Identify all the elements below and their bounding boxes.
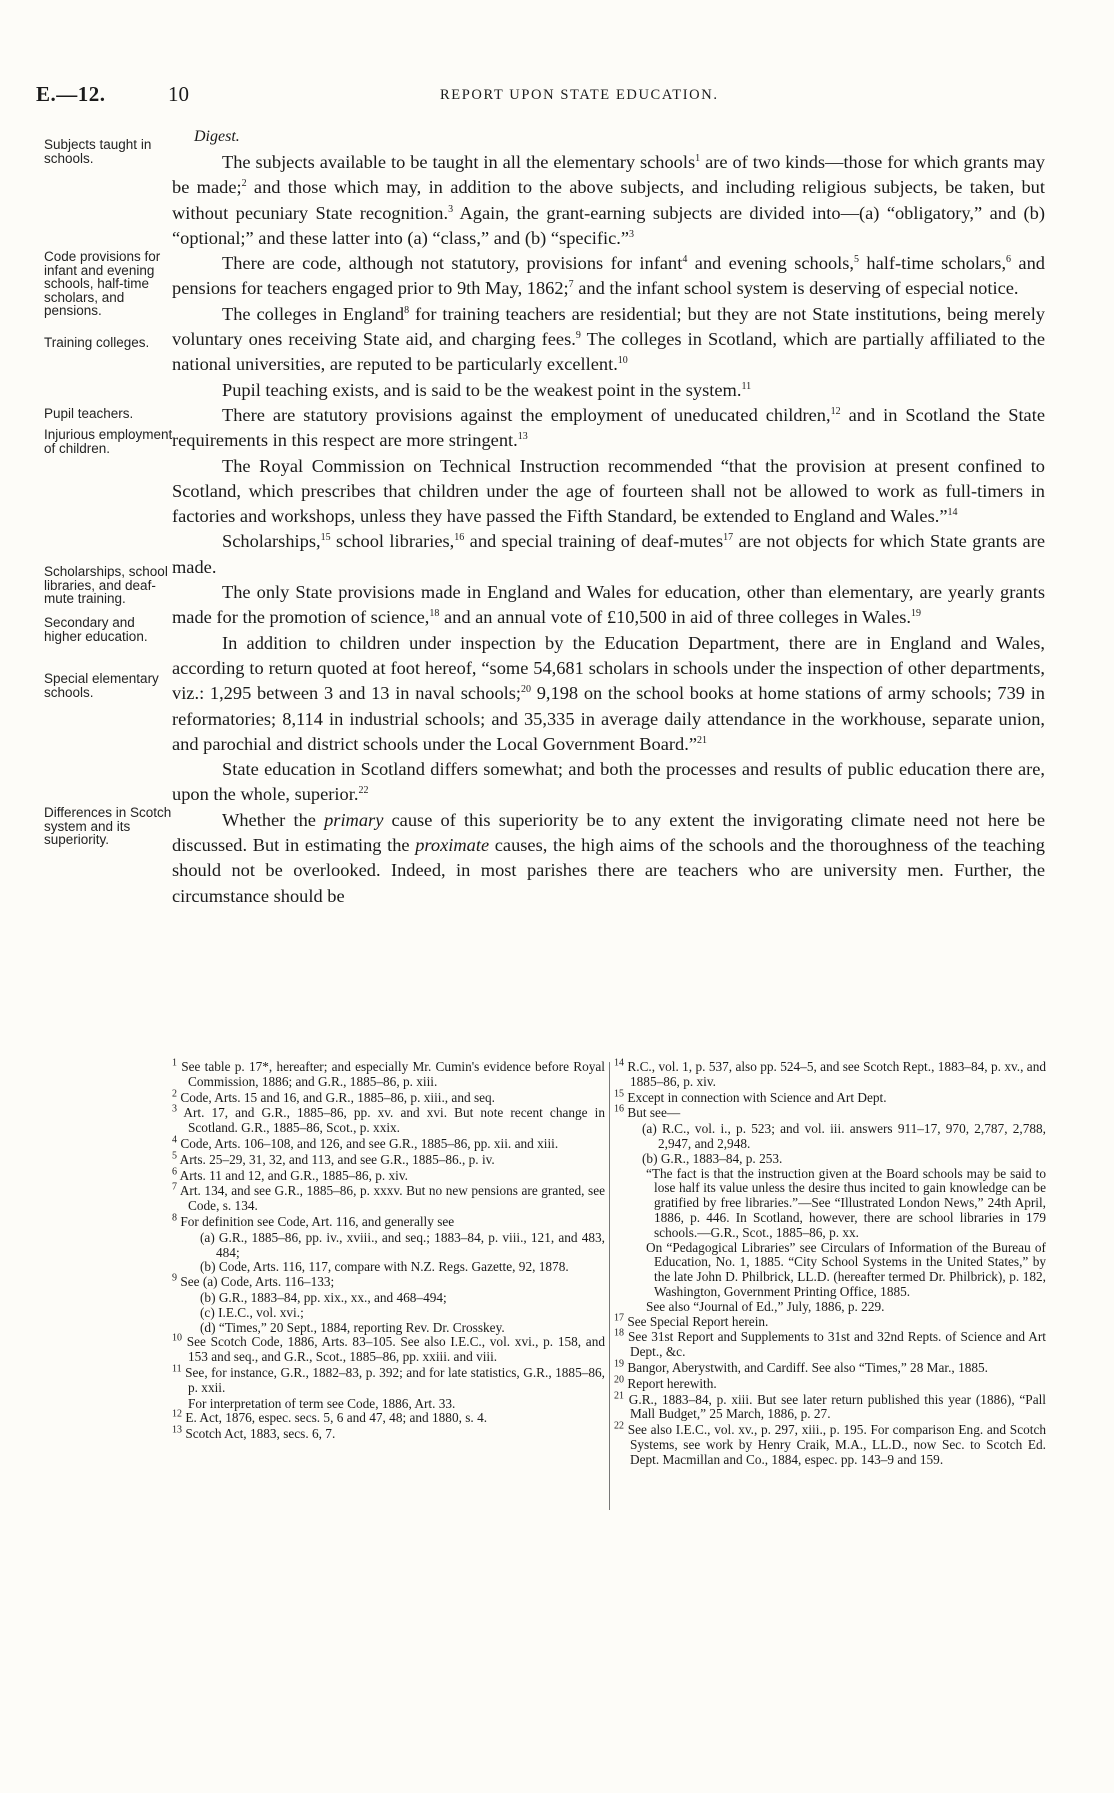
footnote: $^5$ Arts. 25–29, 31, 32, and 113, and see G.R., 1885–86., p. iv.	[172, 1150, 495, 1167]
footnote-sub-item: (c) I.E.C., vol. xvi.;	[200, 1304, 304, 1320]
footnote: $^{13}$ Scotch Act, 1883, secs. 6, 7.	[172, 1424, 336, 1442]
paragraph: The colleges in England$^8$ for training teachers are residential; but they are not State institutions, being merely voluntary ones receiving State aid, and charging fees.$^9$ The colleges in Scotland, which are partially affiliated to the national universities, are reputed to be particularly excellent.$^{10}$	[172, 303, 1045, 375]
margin-note-pupil-teachers: Pupil teachers.	[44, 406, 134, 421]
footnote: $^1$ See table p. 17*, hereafter; and especially Mr. Cumin's evidence before Royal Commission, 1886; and G.R., 1885–86, p. xiii.	[172, 1057, 606, 1089]
footnote-continuation: For interpretation of term see Code, 1886, Art. 33.	[188, 1395, 456, 1411]
footnotes-right-column	[614, 1057, 1046, 1469]
margin-note-subjects: Subjects taught in schools.	[44, 137, 152, 166]
footnote: $^{11}$ See, for instance, G.R., 1882–83, p. 392; and for late statistics, G.R., 1885–86, p. xxii.	[172, 1363, 605, 1395]
footnote-quote: See also “Journal of Ed.,” July, 1886, p. 229.	[646, 1298, 885, 1314]
footnote: $^{20}$ Report herewith.	[614, 1374, 717, 1391]
footnote: $^4$ Code, Arts. 106–108, and 126, and see G.R., 1885–86, pp. xii. and xiii.	[172, 1134, 559, 1151]
paragraph: In addition to children under inspection by the Education Department, there are in England and Wales, according to return quoted at foot hereof, “some 54,681 scholars in schools under the inspection of other departments, viz.: 1,295 between 3 and 13 in naval schools;$^{20}$ 9,198 on the school books at home stations of army schools; 739 in reformatories; 8,114 in industrial schools; and 35,335 in average daily attendance in the workhouse, separate union, and parochial and district schools under the Local Government Board.”$^{21}$	[172, 632, 1045, 754]
digest-label: Digest.	[194, 128, 240, 145]
paragraph: There are code, although not statutory, provisions for infant$^4$ and evening schools,$^5$ half-time scholars,$^6$ and pensions for teachers engaged prior to 9th May, 1862;$^7$ and the infant school system is deserving of especial notice.	[172, 253, 1045, 299]
footnote: $^{10}$ See Scotch Code, 1886, Arts. 83–105. See also I.E.C., vol. xvi., p. 158, and 153 and seq., and G.R., Scot., 1885–86, pp. xxiii. and viii.	[172, 1332, 605, 1365]
margin-note-secondary: Secondary and higher education.	[44, 615, 148, 644]
footnote: $^9$ See (a) Code, Arts. 116–133;	[172, 1272, 335, 1290]
footnote: $^{22}$ See also I.E.C., vol. xv., p. 297, xiii., p. 195. For comparison Eng. and Scotch Systems, see work by Henry Craik, M.A., LL.D., now Sec. to Scotch Ed. Dept. Macmillan and Co., 1884, espec. pp. 143–9 and 159.	[614, 1420, 1046, 1467]
margin-note-training: Training colleges.	[44, 335, 150, 350]
footnote: $^{14}$ R.C., vol. 1, p. 537, also pp. 524–5, and see Scotch Rept., 1883–84, p. xv., and 1885–86, p. xiv.	[614, 1057, 1046, 1089]
footnote: $^{19}$ Bangor, Aberystwith, and Cardiff. See also “Times,” 28 Mar., 1885.	[614, 1358, 988, 1375]
margin-note-employment: Injurious employment of children.	[44, 427, 173, 456]
footnote-column-divider	[609, 1062, 610, 1510]
footnote: $^7$ Art. 134, and see G.R., 1885–86, p. xxxv. But no new pensions are granted, see Code, s. 134.	[172, 1181, 605, 1214]
footnote: $^8$ For definition see Code, Art. 116, and generally see	[172, 1212, 455, 1229]
running-title: REPORT UPON STATE EDUCATION.	[440, 87, 719, 103]
footnote-sub-item: (b) G.R., 1883–84, p. 253.	[642, 1150, 783, 1166]
footnote-sub-item: (b) Code, Arts. 116, 117, compare with N.Z. Regs. Gazette, 92, 1878.	[200, 1259, 569, 1275]
margin-note-special: Special elementary schools.	[44, 671, 159, 700]
paragraph: There are statutory provisions against the employment of uneducated children,$^{12}$ and in Scotland the State requirements in this respect are more stringent.$^{13}$	[172, 404, 1045, 451]
footnote-sub-item: (a) R.C., vol. i., p. 523; and vol. iii. answers 911–17, 970, 2,787, 2,788, 2,947, and 2,948.	[642, 1121, 1046, 1151]
footnotes-left-column	[172, 1057, 606, 1443]
paragraph: The only State provisions made in England and Wales for education, other than elementary, are yearly grants made for the promotion of science,$^{18}$ and an annual vote of £10,500 in aid of three colleges in Wales.$^{19}$	[172, 582, 1045, 628]
footnote: $^2$ Code, Arts. 15 and 16, and G.R., 1885–86, p. xiii., and seq.	[172, 1088, 495, 1105]
footnote-quote: “The fact is that the instruction given at the Board schools may be said to lose half its value unless the desire thus incited to gain knowledge can be gratified by free libraries.”—See “Illustrated London News,” 24th April, 1886, p. 446. In Scotland, however, there are school libraries in 179 schools.—G.R., Scot., 1885–86, p. xx.	[646, 1165, 1046, 1240]
footnote: $^3$ Art. 17, and G.R., 1885–86, pp. xv. and xvi. But note recent change in Scotland. G.R., 1885–86, Scot., p. xxix.	[172, 1103, 605, 1136]
paragraph: The Royal Commission on Technical Instruction recommended “that the provision at present confined to Scotland, which prescribes that children under the age of fourteen shall not be allowed to work as full-timers in factories and workshops, unless they have passed the Fifth Standard, be extended to England and Wales.”$^{14}$	[172, 455, 1045, 527]
page-number: 10	[168, 82, 189, 106]
paragraph: Whether the primary cause of this superiority be to any extent the invigorating climate need not here be discussed. But in estimating the proximate causes, the high aims of the schools and the thoroughness of the teaching should not be overlooked. Indeed, in most parishes there are teachers who are university men. Further, the circumstance should be	[172, 809, 1045, 906]
footnote: $^{16}$ But see—	[614, 1103, 681, 1121]
paragraph: The subjects available to be taught in all the elementary schools$^1$ are of two kinds—those for which grants may be made;$^2$ and those which may, in addition to the above subjects, and including religious subjects, be taken, but without pecuniary State recognition.$^3$ Again, the grant-earning subjects are divided into—(a) “obligatory,” and (b) “optional;” and these latter into (a) “class,” and (b) “specific.”$^3$	[172, 152, 1045, 248]
footnote-sub-item: (a) G.R., 1885–86, pp. iv., xviii., and seq.; 1883–84, p. viii., 121, and 483, 484;	[200, 1229, 605, 1260]
paragraph: Scholarships,$^{15}$ school libraries,$^{16}$ and special training of deaf-mutes$^{17}$ are not objects for which State grants are made.	[172, 531, 1045, 577]
paragraph: State education in Scotland differs somewhat; and both the processes and results of public education there are, upon the whole, superior.$^{22}$	[172, 759, 1045, 805]
margin-note-scotch: Differences in Scotch system and its superiority.	[44, 805, 172, 847]
footnote-quote: On “Pedagogical Libraries” see Circulars of Information of the Bureau of Education, No. 1, 1885. “City School Systems in the United States,” by the late John D. Philbrick, LL.D. (hereafter termed Dr. Philbrick), p. 182, Washington, Government Printing Office, 1885.	[646, 1239, 1046, 1299]
margin-note-scholarships: Scholarships, school libraries, and deaf-mute training.	[44, 564, 168, 606]
body-text	[172, 150, 1045, 909]
footnote-sub-item: (b) G.R., 1883–84, pp. xix., xx., and 468–494;	[200, 1289, 447, 1305]
margin-note-code-provisions: Code provisions for infant and evening schools, half-time scholars, and pensions.	[44, 249, 161, 318]
footnote: $^{15}$ Except in connection with Science and Art Dept.	[614, 1088, 887, 1105]
paragraph: Pupil teaching exists, and is said to be the weakest point in the system.$^{11}$	[222, 379, 752, 400]
footnote: $^{17}$ See Special Report herein.	[614, 1312, 769, 1329]
footnote: $^{12}$ E. Act, 1876, espec. secs. 5, 6 and 47, 48; and 1880, s. 4.	[172, 1408, 488, 1426]
footnote: $^6$ Arts. 11 and 12, and G.R., 1885–86, p. xiv.	[172, 1166, 408, 1183]
footnote: $^{21}$ G.R., 1883–84, p. xiii. But see later return published this year (1886), “Pall Mall Budget,” 25 March, 1886, p. 27.	[614, 1390, 1046, 1422]
footnote-sub-item: (d) “Times,” 20 Sept., 1884, reporting Rev. Dr. Crosskey.	[200, 1319, 505, 1335]
report-code: E.—12.	[36, 82, 106, 106]
footnote: $^{18}$ See 31st Report and Supplements to 31st and 32nd Repts. of Science and Art Dept., &c.	[614, 1327, 1046, 1360]
